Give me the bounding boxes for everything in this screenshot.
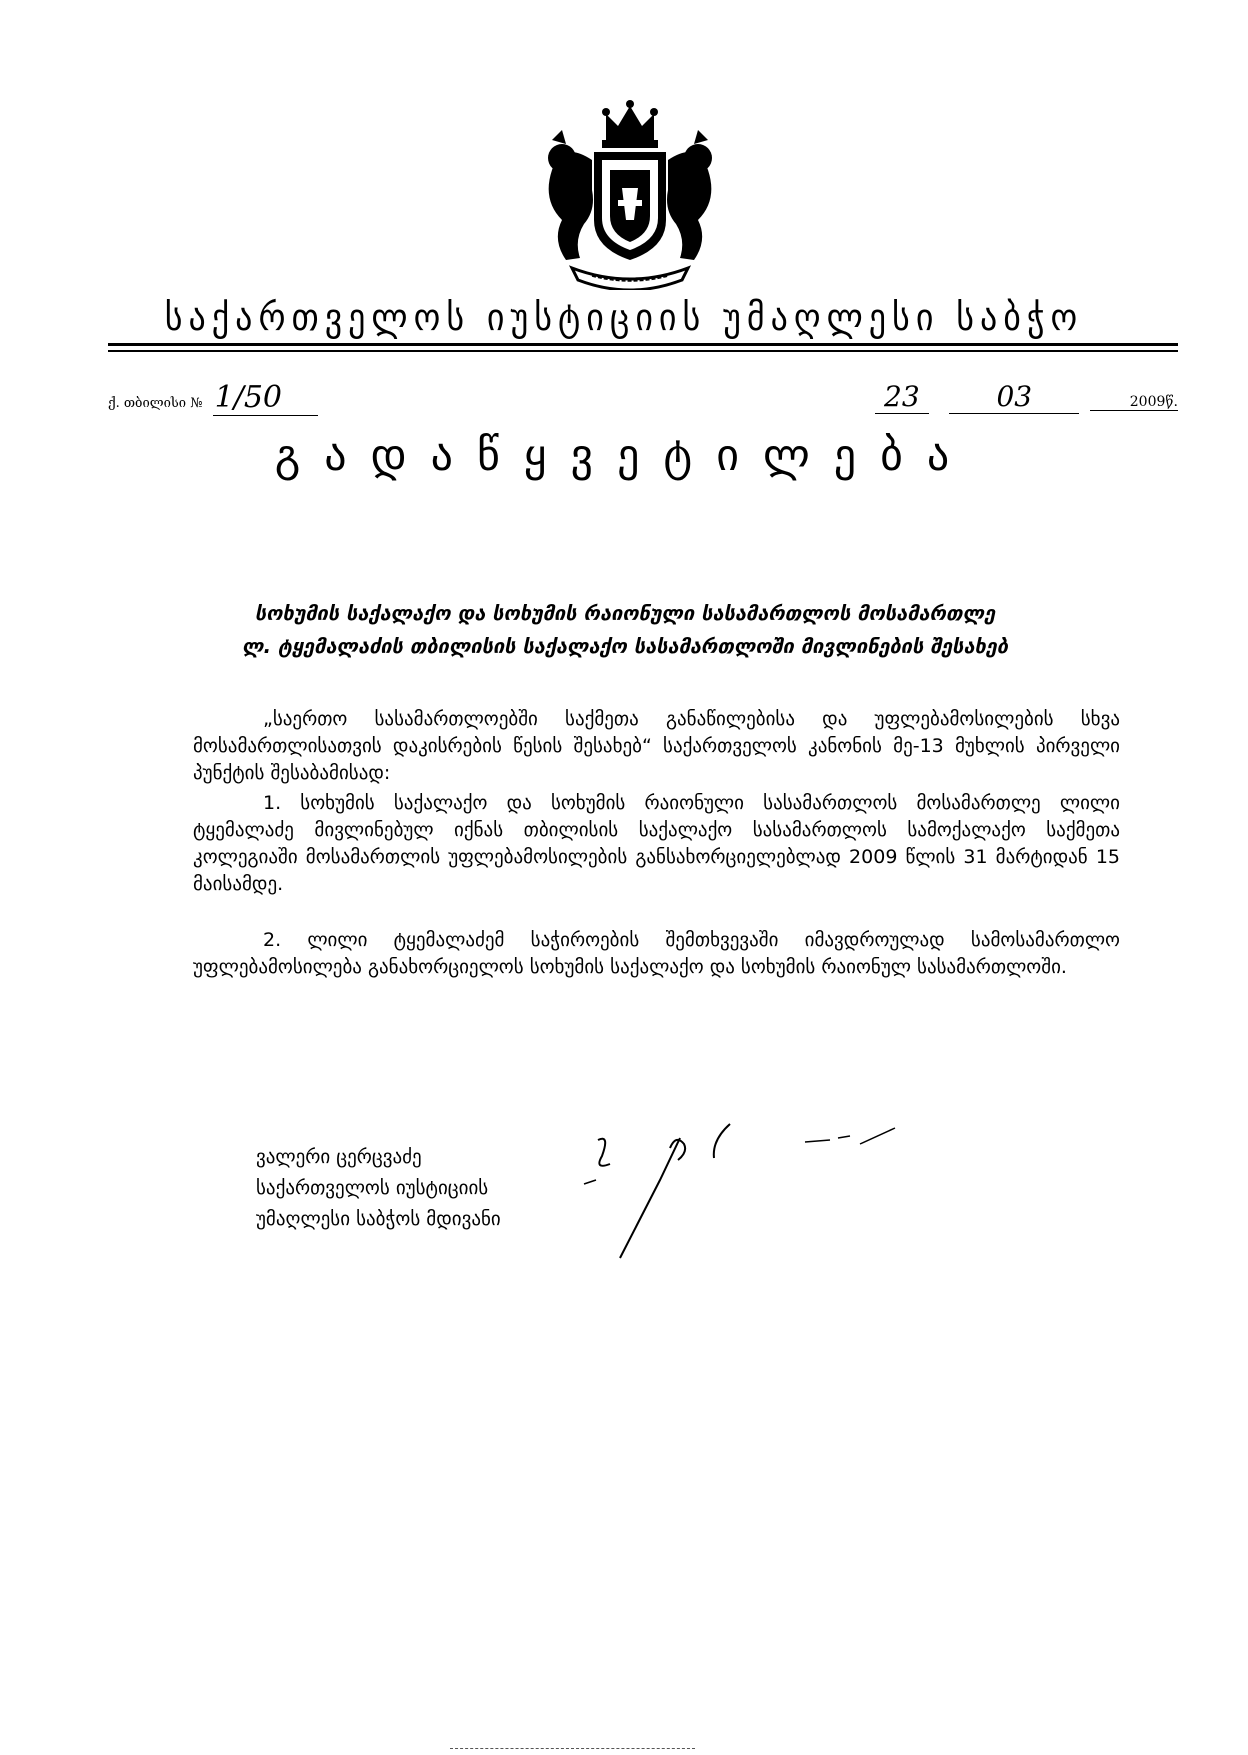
number-value: 1/50	[213, 380, 318, 416]
number-label: ქ. თბილისი №	[108, 396, 203, 411]
subject-line-2: ლ. ტყემალაძის თბილისის საქალაქო სასამართლოში მივლინების შესახებ	[241, 634, 1009, 658]
date-month: 03	[949, 380, 1079, 414]
header-rule-thick	[108, 343, 1178, 346]
coat-of-arms-emblem	[522, 100, 738, 290]
signatory-block	[256, 1142, 501, 1235]
handwritten-signature	[580, 1120, 940, 1270]
subject-line-1: სოხუმის საქალაქო და სოხუმის რაიონული სასამართლოს მოსამართლე	[254, 601, 996, 625]
footer-dashed-line	[450, 1748, 695, 1750]
date-year: 2009წ.	[1090, 394, 1178, 411]
decision-item-1: 1. სოხუმის საქალაქო და სოხუმის რაიონული სასამართლოს მოსამართლე ლილი ტყემალაძე მივლინებულ იქნას თბილისის საქალაქო სასამართლოს სამოქალაქო საქმეთა კოლეგიაში მოსამართლის უფლებამოსილების განსახორციელებლად 2009 წლის 31 მარტიდან 15 მაისამდე.	[193, 792, 1120, 895]
document-title: გადაწყვეტილება	[274, 430, 974, 481]
signatory-position-line-2: უმაღლესი საბჭოს მდივანი	[256, 1208, 501, 1230]
decision-item-2: 2. ლილი ტყემალაძემ საჭიროების შემთხვევაში იმავდროულად სამოსამართლო უფლებამოსილება განახორციელოს სოხუმის საქალაქო და სოხუმის რაიონულ სასამართლოში.	[193, 929, 1120, 978]
signatory-name: ვალერი ცერცვაძე	[256, 1146, 422, 1168]
header-rule-thin	[108, 350, 1178, 352]
document-number	[108, 380, 318, 415]
date-day: 23	[875, 380, 929, 414]
organization-title: საქართველოს იუსტიციის უმაღლესი საბჭო	[164, 296, 1084, 340]
signatory-position-line-1: საქართველოს იუსტიციის	[256, 1177, 489, 1199]
document-subject	[160, 597, 1090, 663]
intro-paragraph: „საერთო სასამართლოებში საქმეთა განაწილებისა და უფლებამოსილების სხვა მოსამართლისათვის დაკისრების წესის შესახებ“ საქართველოს კანონის მე-13 მუხლის პირველი პუნქტის შესაბამისად:	[193, 708, 1120, 784]
document-date	[875, 380, 1178, 414]
